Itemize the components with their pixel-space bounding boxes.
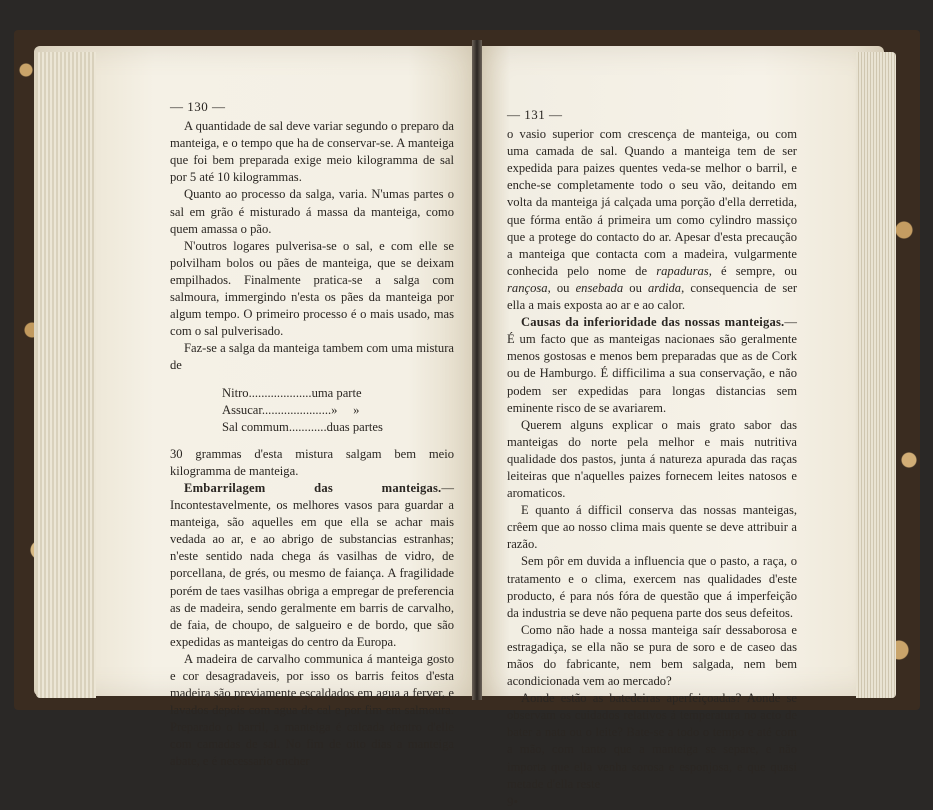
- mixture-row: Sal commum............duas partes: [222, 419, 383, 434]
- term: rapaduras: [656, 263, 709, 278]
- signature-mark: 9•: [507, 793, 519, 809]
- mixture-row: Nitro....................uma parte: [222, 385, 362, 400]
- paragraph: N'outros logares pulverisa-se o sal, e com elle se polvilham bolos ou pães de manteiga, que se deixam empilhados. Finalmente pratica-se a salga com salmoura, immergindo n'esta os pães da manteiga por algum tempo. O primeiro processo é o mais usado, mas com o sal pulverisado.: [170, 238, 454, 339]
- paragraph: Aonde estão as batedeiras aperfeiçoadas? Aonde se observam os cuidados relativos á temperatura no acto de bater a nata ou o leite? Bate-se a todo o tempo e até com a mão, com tanto que a manteiga se separe, e não importa que ella venha sorosa e esponjosa, e que quasi metade d'ella reste: [507, 691, 797, 791]
- mixture-row: Assucar......................» »: [222, 402, 360, 417]
- book-spine: [472, 40, 482, 700]
- paragraph: o vasio superior com crescença de manteiga, ou com uma camada de sal. Quando a manteiga tem de ser expedida para paizes quentes veda-se melhor o barril, e enche-se completamente todo o seu vão, deitando em volta da manteiga já calçada uma porção d'ella derretida, que fórma então á primeira um como cylindro massiço que a protege do contacto do ar. Apesar d'esta precaução a manteiga que contacta com a madeira, vulgarmente conhecida pelo nome de rapaduras, é sempre, ou rançosa, ou ensebada ou ardida, consequencia de ser ella a mais exposta ao ar e ao calor.: [507, 127, 798, 313]
- section-heading: Embarrilagem das manteigas.: [184, 480, 442, 495]
- right-page-edges: [856, 52, 896, 698]
- left-page-text: [170, 98, 454, 771]
- paragraph: Como não hade a nossa manteiga saír dessaborosa e estragadiça, se ella não se pura de soro e de caseo das mãos do fabricante, nem bem salgada, nem bem acondicionada vem ao mercado?: [507, 622, 797, 689]
- page-number-right: — 131 —: [507, 107, 563, 122]
- paragraph: E quanto á difficil conserva das nossas manteigas, crêem que ao nosso clima mais quente se deve attribuir a razão.: [507, 503, 797, 552]
- paragraph: Querem alguns explicar o mais grato sabor das manteigas do norte pela melhor e mais nutritiva qualidade dos pastos, junta á natureza apurada das raças leiteiras que n'aquelles paizes fornecem leites natosos e aromaticos.: [507, 417, 797, 501]
- section-paragraph: Embarrilagem das manteigas.—Incontestavelmente, os melhores vasos para guardar a manteiga, são aquelles em que ella se achar mais vedada ao ar, e ao abrigo de substancias estranhas; n'este sentido nada chega ás vasilhas de vidro, de porcellana, de grés, ou mesmo de faiança. A fragilidade porém de taes vasilhas obriga a empregar de preferencia as de madeira, sendo geralmente em barris de carvalho, de faia, de choupo, de salgueiro e de bordo, que são expedidas as manteigas do centro da Europa.: [170, 480, 454, 649]
- left-page-edges: [36, 52, 96, 698]
- paragraph: Quanto ao processo da salga, varia. N'umas partes o sal em grão é misturado á massa da manteiga, como quem amassa o pão.: [170, 187, 454, 236]
- section-paragraph: Causas da inferioridade das nossas manteigas.—É um facto que as manteigas nacionaes são geralmente menos gostosas e menos bem preparadas que as de Cork ou de Hamburgo. É difficilima a sua conservação, e não podem ser expedidas para longas distancias sem eminente risco de se avariarem.: [507, 315, 797, 415]
- term: ensebada: [575, 280, 624, 295]
- paragraph: A madeira de carvalho communica á manteiga gosto e cor desagradaveis, por isso os barris feitos d'esta madeira são previamente escaldados em agua a ferver, e lavados depois com agua de cal e por fim em salmoura. Preparado o barril, a manteiga é calcada dentro d'elle com camadas de sal. No fim de oito dias a manteiga abate, e é necessario encher: [170, 651, 454, 769]
- mixture-list: [170, 385, 454, 436]
- paragraph: 30 grammas d'esta mistura salgam bem meio kilogramma de manteiga.: [170, 446, 454, 478]
- paragraph: Faz-se a salga da manteiga tambem com uma mistura de: [170, 341, 454, 373]
- paragraph: A quantidade de sal deve variar segundo o preparo da manteiga, e o tempo que ha de conservar-se. A manteiga que foi bem preparada exige meio kilogramma de sal por 5 até 10 kilogrammas.: [170, 119, 454, 185]
- term: ardida: [647, 280, 682, 295]
- right-page-text: [507, 106, 797, 810]
- paragraph: Sem pôr em duvida a influencia que o pasto, a raça, o tratamento e o clima, exercem nas qualidades d'este producto, é para nós fóra de questão que á imperfeição da industria se deve não pequena parte dos seus defeitos.: [507, 554, 797, 620]
- page-number-left: — 130 —: [170, 99, 226, 114]
- term: rançosa: [507, 280, 548, 295]
- section-heading: Causas da inferioridade das nossas manteigas.: [521, 315, 785, 330]
